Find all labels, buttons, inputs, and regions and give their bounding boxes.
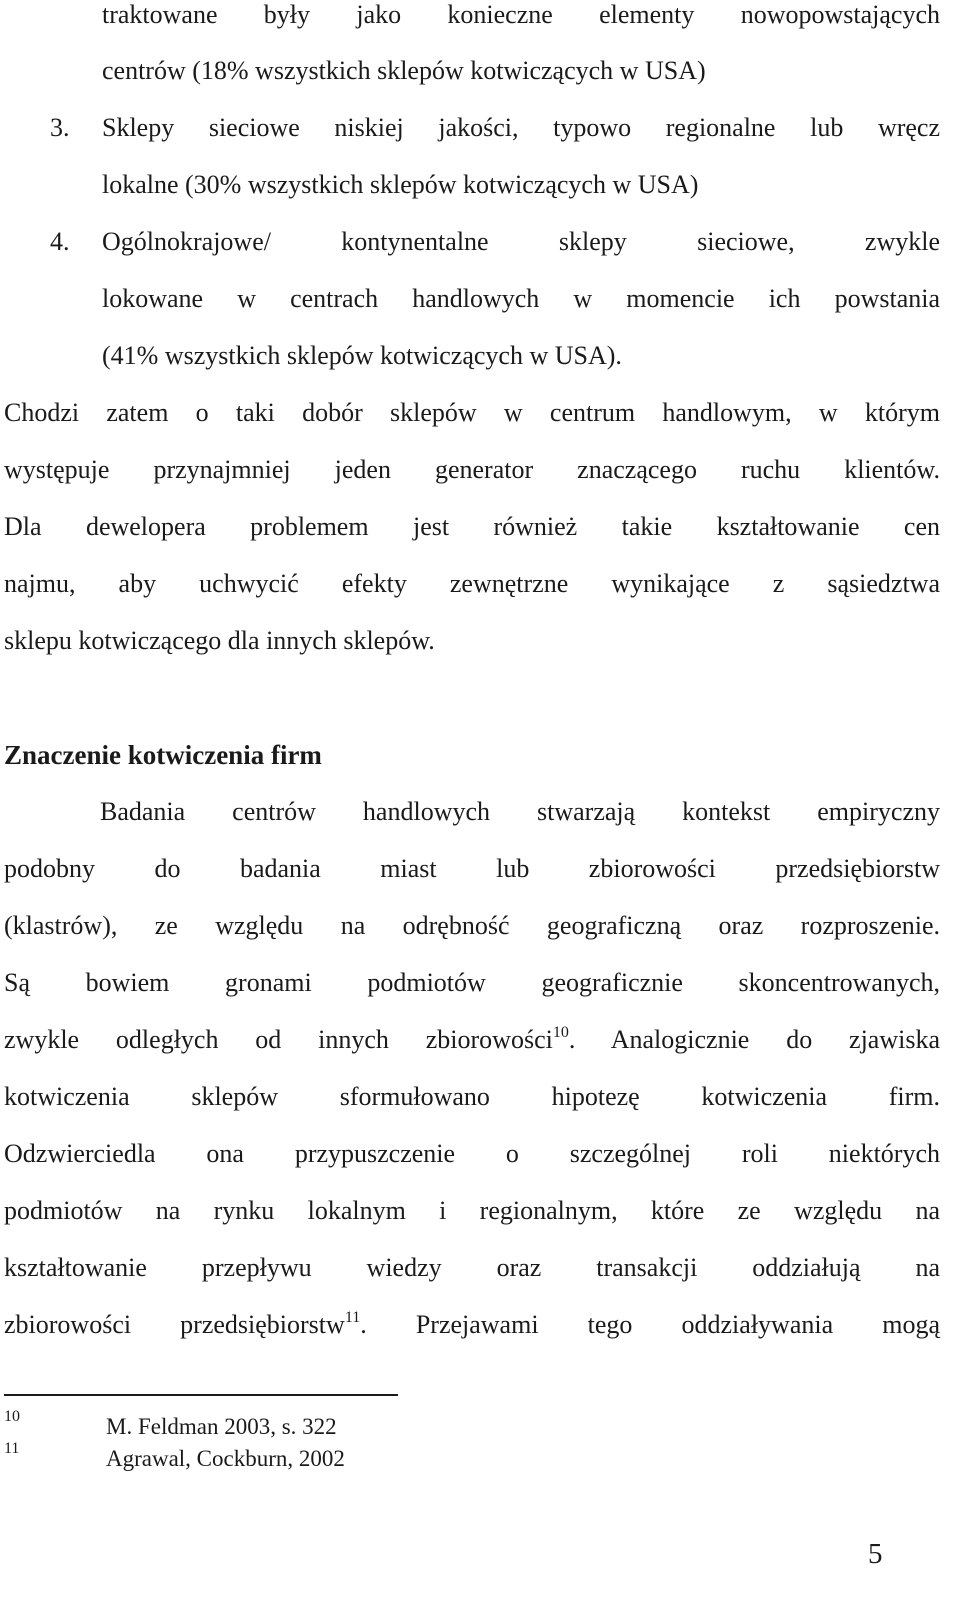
paragraph-2-line-8: podmiotów na rynku lokalnym i regionalnym, które ze względu na [4,1196,940,1225]
section-heading: Znaczenie kotwiczenia firm [4,740,322,770]
paragraph-2-line-10-text: zbiorowości przedsiębiorstw [4,1310,345,1339]
paragraph-2-line-2: podobny do badania miast lub zbiorowości przedsiębiorstw [4,854,940,883]
list-item-3-line-1: Sklepy sieciowe niskiej jakości, typowo regionalne lub wręcz [102,113,940,142]
paragraph-2-line-3: (klastrów), ze względu na odrębność geograficzną oraz rozproszenie. [4,911,940,940]
paragraph-1-line-4: najmu, aby uchwycić efekty zewnętrzne wynikające z sąsiedztwa [4,569,940,598]
paragraph-1-line-5: sklepu kotwiczącego dla innych sklepów. [4,626,435,655]
paragraph-2-line-7: Odzwierciedla ona przypuszczenie o szczególnej roli niektórych [4,1139,940,1168]
paragraph-2-line-5-text: zwykle odległych od innych zbiorowości [4,1025,553,1054]
paragraph-2-line-4: Są bowiem gronami podmiotów geograficznie skoncentrowanych, [4,968,940,997]
paragraph-2-line-5 [4,1025,940,1059]
footnote-ref-10[interactable]: 10 [552,1024,569,1041]
page-number: 5 [868,1538,883,1570]
list-item-3-number: 3. [50,113,70,142]
paragraph-1-line-1: Chodzi zatem o taki dobór sklepów w centrum handlowym, w którym [4,398,940,427]
footnote-separator [4,1394,398,1396]
list-item-4-number: 4. [50,227,70,256]
list-item-4-line-1: Ogólnokrajowe/ kontynentalne sklepy sieciowe, zwykle [102,227,940,256]
list-item-continued-line-2: centrów (18% wszystkich sklepów kotwiczących w USA) [102,56,706,85]
paragraph-1-line-2: występuje przynajmniej jeden generator znaczącego ruchu klientów. [4,455,940,484]
footnote-text-10: M. Feldman 2003, s. 322 [106,1414,337,1439]
list-item-4-line-2: lokowane w centrach handlowych w momencie ich powstania [102,284,940,313]
footnote-text-11: Agrawal, Cockburn, 2002 [106,1446,345,1471]
list-item-3-line-2: lokalne (30% wszystkich sklepów kotwiczących w USA) [102,170,699,199]
footnote-number-10: 10 [4,1408,20,1425]
paragraph-2-line-9: kształtowanie przepływu wiedzy oraz transakcji oddziałują na [4,1253,940,1282]
paragraph-2-line-6: kotwiczenia sklepów sformułowano hipotezę kotwiczenia firm. [4,1082,940,1111]
paragraph-2-line-5-rest: . Analogicznie do zjawiska [568,1025,940,1054]
paragraph-1-line-3: Dla dewelopera problemem jest również takie kształtowanie cen [4,512,940,541]
list-item-continued-line-1: traktowane były jako konieczne elementy nowopowstających [102,0,940,29]
paragraph-2-line-1: Badania centrów handlowych stwarzają kontekst empiryczny [100,797,940,826]
footnote-number-11: 11 [4,1440,20,1457]
paragraph-2-line-10 [4,1310,940,1344]
paragraph-2-line-10-rest: . Przejawami tego oddziaływania mogą [360,1310,940,1339]
list-item-4-line-3: (41% wszystkich sklepów kotwiczących w USA). [102,341,622,370]
footnote-ref-11[interactable]: 11 [344,1309,361,1326]
